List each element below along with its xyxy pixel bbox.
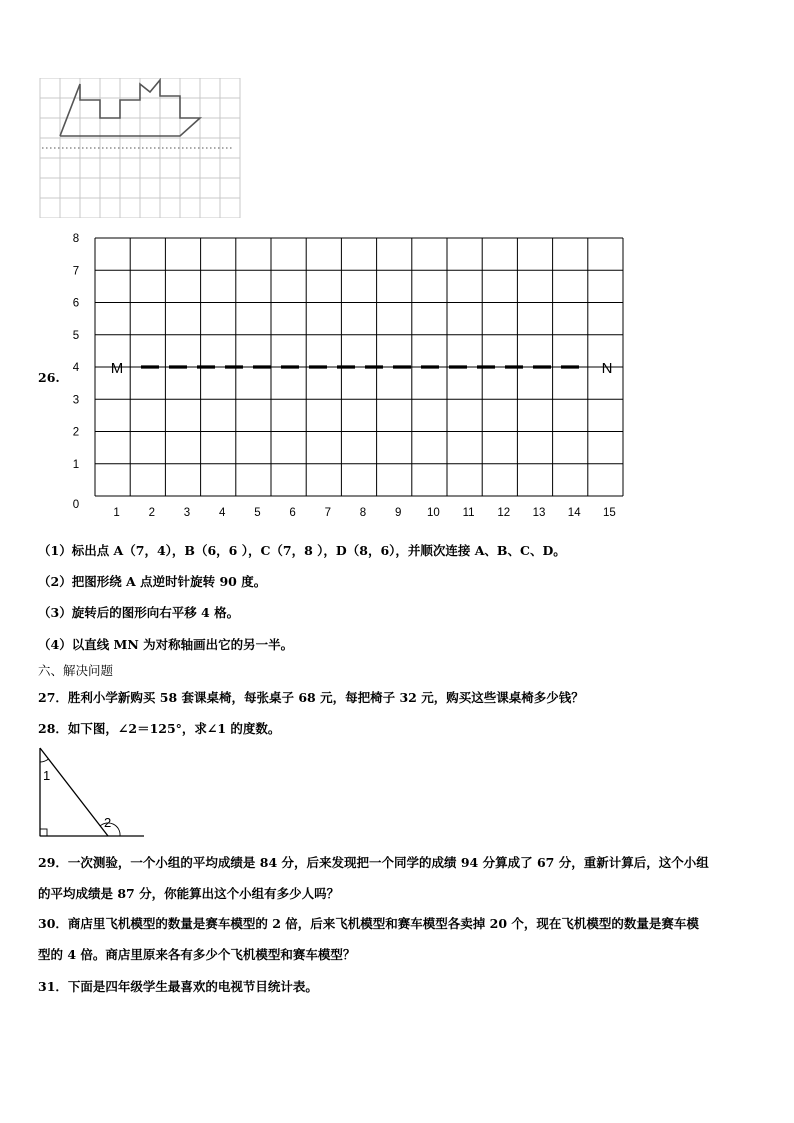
y-tick-label: 7: [72, 265, 80, 278]
x-tick-label: 8: [359, 507, 367, 519]
x-tick-label: 9: [394, 507, 402, 519]
q26-sub1: （1）标出点 A（7，4），B（6，6 ），C（7，8 ），D（8，6），并顺次连接 A、B、C、D。: [38, 543, 566, 558]
x-tick-label: 5: [254, 507, 261, 519]
right-angle-mark: [40, 829, 47, 836]
y-tick-label: 2: [72, 426, 80, 439]
x-tick-label: 7: [324, 507, 332, 519]
y-tick-label: 8: [72, 233, 80, 245]
x-tick-label: 2: [148, 507, 156, 519]
point-n-label: N: [601, 360, 613, 377]
y-tick-label: 4: [72, 362, 80, 374]
question-28: 28．如下图，∠2＝125°，求∠1 的度数。: [38, 721, 281, 736]
question-30-line2: 型的 4 倍。商店里原来各有多少个飞机模型和赛车模型？: [38, 947, 356, 962]
angle-1-arc: [40, 759, 49, 762]
x-tick-label: 14: [567, 507, 581, 519]
question-26-number: 26.: [38, 370, 60, 385]
question-29-line2: 的平均成绩是 87 分，你能算出这个小组有多少人吗？: [38, 886, 340, 901]
angle-2-label: 2: [104, 815, 112, 830]
section-title: 六、解决问题: [38, 663, 114, 678]
x-tick-label: 4: [218, 507, 226, 519]
y-tick-label: 0: [72, 499, 80, 511]
x-tick-label: 6: [289, 507, 296, 519]
q26-sub2: （2）把图形绕 A 点逆时针旋转 90 度。: [38, 574, 267, 589]
question-30-line1: 30．商店里飞机模型的数量是赛车模型的 2 倍，后来飞机模型和赛车模型各卖掉 20 个，现在飞机模型的数量是赛车模: [38, 916, 699, 931]
question-27: 27．胜利小学新购买 58 套课桌椅，每张桌子 68 元，每把椅子 32 元，购买这些课桌椅多少钱？: [38, 690, 584, 705]
x-tick-label: 11: [462, 507, 475, 519]
x-tick-label: 3: [183, 507, 191, 519]
x-tick-label: 15: [603, 507, 616, 519]
ship-grid-figure: [38, 78, 246, 218]
y-tick-label: 3: [72, 394, 80, 407]
q26-sub4: （4）以直线 MN 为对称轴画出它的另一半。: [38, 637, 294, 652]
y-tick-label: 6: [72, 297, 80, 310]
question-29-line1: 29．一次测验，一个小组的平均成绩是 84 分，后来发现把一个同学的成绩 94 分算成了 67 分，重新计算后，这个小组: [38, 855, 709, 870]
x-tick-label: 12: [497, 507, 511, 519]
angle-1-label: 1: [43, 768, 51, 783]
q26-sub3: （3）旋转后的图形向右平移 4 格。: [38, 605, 240, 620]
point-m-label: M: [110, 360, 124, 377]
y-tick-label: 5: [72, 329, 80, 342]
x-tick-label: 10: [427, 507, 440, 519]
x-tick-label: 13: [532, 507, 546, 519]
triangle-figure: [34, 744, 148, 840]
ship-shape: [60, 80, 200, 136]
y-tick-label: 1: [72, 458, 80, 471]
coordinate-grid: [60, 228, 640, 523]
question-31: 31．下面是四年级学生最喜欢的电视节目统计表。: [38, 979, 318, 994]
x-tick-label: 1: [113, 507, 120, 519]
